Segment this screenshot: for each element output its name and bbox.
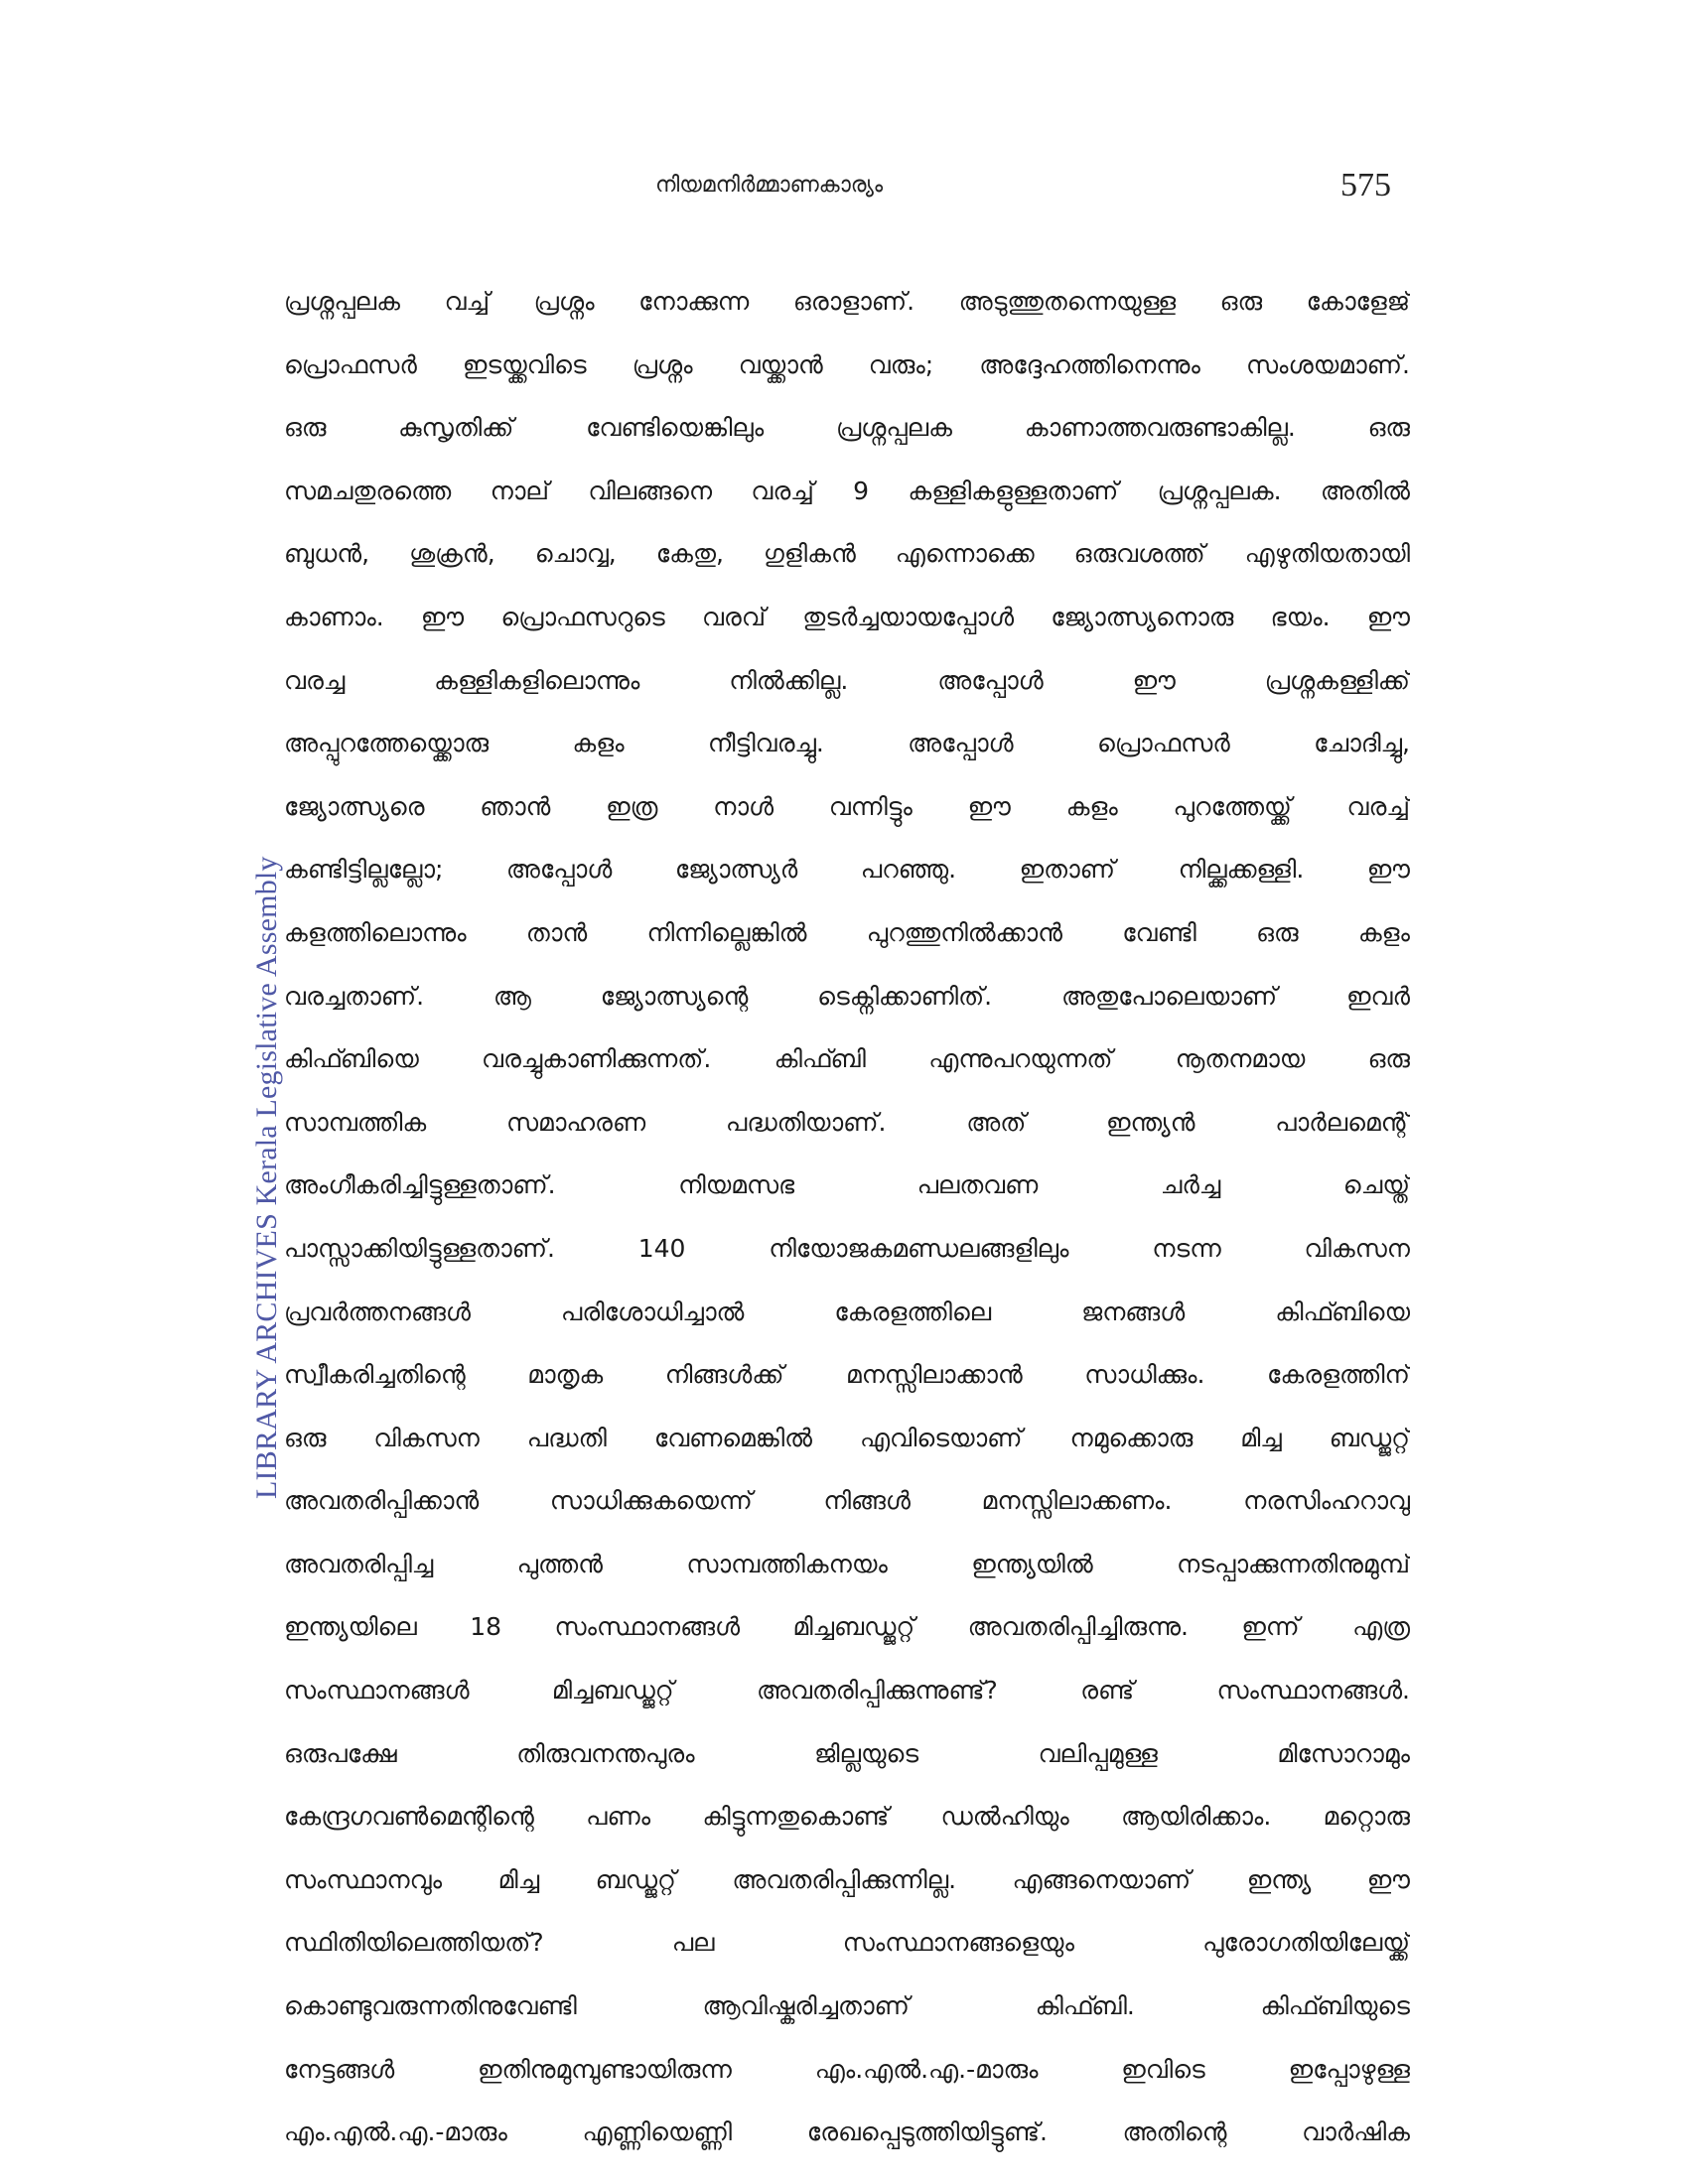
text-line: കിഫ്ബിയെ വരച്ചുകാണിക്കുന്നത്. കിഫ്ബി എന്നുപറയുന്നത് നൂതനമായ ഒരു — [284, 1044, 1410, 1074]
text-line: ബുധൻ, ശുക്രൻ, ചൊവ്വ, കേതു, ഗുളികൻ എന്നൊക്കെ ഒരുവശത്ത് എഴുതിയതായി — [284, 539, 1410, 569]
text-line: സമചതുരത്തെ നാല് വിലങ്ങനെ വരച്ച് 9 കള്ളികളുള്ളതാണ് പ്രശ്നപ്പലക. അതിൽ — [284, 476, 1410, 505]
text-line: അംഗീകരിച്ചിട്ടുള്ളതാണ്. നിയമസഭ പലതവണ ചർച്ച ചെയ്ത് — [284, 1170, 1410, 1200]
text-line: ഒരുപക്ഷേ തിരുവനന്തപുരം ജില്ലയുടെ വലിപ്പമുള്ള മിസോറാമും — [284, 1738, 1410, 1768]
text-line: കാണാം. ഈ പ്രൊഫസറുടെ വരവ് തുടർച്ചയായപ്പോൾ ജ്യോത്സ്യനൊരു ഭയം. ഈ — [284, 602, 1410, 631]
text-line: സംസ്ഥാനവും മിച്ച ബഡ്ജറ്റ് അവതരിപ്പിക്കുന്നില്ല. എങ്ങനെയാണ് ഇന്ത്യ ഈ — [284, 1864, 1410, 1894]
text-line: അവതരിപ്പിച്ച പുത്തൻ സാമ്പത്തികനയം ഇന്ത്യയിൽ നടപ്പാക്കുന്നതിനുമുമ്പ് — [284, 1549, 1410, 1578]
text-line: പ്രവർത്തനങ്ങൾ പരിശോധിച്ചാൽ കേരളത്തിലെ ജനങ്ങൾ കിഫ്ബിയെ — [284, 1297, 1410, 1326]
text-line: സംസ്ഥാനങ്ങൾ മിച്ചബഡ്ജറ്റ് അവതരിപ്പിക്കുന്നുണ്ട്? രണ്ട് സംസ്ഥാനങ്ങൾ. — [284, 1676, 1410, 1706]
text-line: ഒരു കുസൃതിക്ക് വേണ്ടിയെങ്കിലും പ്രശ്നപ്പലക കാണാത്തവരുണ്ടാകില്ല. ഒരു — [284, 413, 1410, 443]
text-line: വരച്ച കള്ളികളിലൊന്നും നിൽക്കില്ല. അപ്പോൾ ഈ പ്രശ്നകള്ളിക്ക് — [284, 665, 1410, 695]
body-paragraph — [284, 270, 1410, 2164]
text-line: സ്ഥിതിയിലെത്തിയത്? പല സംസ്ഥാനങ്ങളെയും പുരോഗതിയിലേയ്ക്ക് — [284, 1928, 1410, 1958]
text-line: പാസ്സാക്കിയിട്ടുള്ളതാണ്. 140 നിയോജകമണ്ഡലങ്ങളിലും നടന്ന വികസന — [284, 1233, 1410, 1263]
text-line: കൊണ്ടുവരുന്നതിനുവേണ്ടി ആവിഷ്കരിച്ചതാണ് കിഫ്ബി. കിഫ്ബിയുടെ — [284, 1991, 1410, 2021]
page-number: 575 — [1340, 167, 1391, 204]
text-line: കേന്ദ്രഗവൺമെന്റിന്റെ പണം കിട്ടുന്നതുകൊണ്ട് ഡൽഹിയും ആയിരിക്കാം. മറ്റൊരു — [284, 1802, 1410, 1832]
text-line: അപ്പുറത്തേയ്ക്കൊരു കളം നീട്ടിവരച്ചു. അപ്പോൾ പ്രൊഫസർ ചോദിച്ചു, — [284, 729, 1410, 758]
text-line: വരച്ചതാണ്. ആ ജ്യോത്സ്യന്റെ ടെക്നിക്കാണിത്. അതുപോലെയാണ് ഇവർ — [284, 981, 1410, 1011]
library-archives-watermark: LIBRARY ARCHIVES Kerala Legislative Assembly — [250, 856, 283, 1499]
text-line: പ്രൊഫസർ ഇടയ്ക്കവിടെ പ്രശ്നം വയ്ക്കാൻ വരും; അദ്ദേഹത്തിനെന്നും സംശയമാണ്. — [284, 349, 1410, 379]
text-line: ജ്യോത്സ്യരെ ഞാൻ ഇത്ര നാൾ വന്നിട്ടും ഈ കളം പുറത്തേയ്ക്ക് വരച്ച് — [284, 791, 1410, 821]
text-line: അവതരിപ്പിക്കാൻ സാധിക്കുകയെന്ന് നിങ്ങൾ മനസ്സിലാക്കണം. നരസിംഹറാവു — [284, 1486, 1410, 1516]
text-line: പ്രശ്നപ്പലക വച്ച് പ്രശ്നം നോക്കുന്ന ഒരാളാണ്. അടുത്തുതന്നെയുള്ള ഒരു കോളേജ് — [284, 287, 1410, 316]
text-line: സ്വീകരിച്ചതിന്റെ മാതൃക നിങ്ങൾക്ക് മനസ്സിലാക്കാൻ സാധിക്കും. കേരളത്തിന് — [284, 1360, 1410, 1390]
text-line: ഇന്ത്യയിലെ 18 സംസ്ഥാനങ്ങൾ മിച്ചബഡ്ജറ്റ് അവതരിപ്പിച്ചിരുന്നു. ഇന്ന് എത്ര — [284, 1612, 1410, 1642]
text-line: നേട്ടങ്ങൾ ഇതിനുമുമ്പുണ്ടായിരുന്ന എം.എൽ.എ.-മാരും ഇവിടെ ഇപ്പോഴുള്ള — [284, 2054, 1410, 2084]
running-header-title: നിയമനിർമ്മാണകാര്യം — [655, 173, 884, 198]
text-line: സാമ്പത്തിക സമാഹരണ പദ്ധതിയാണ്. അത് ഇന്ത്യൻ പാർലമെന്റ് — [284, 1107, 1410, 1137]
text-line: എം.എൽ.എ.-മാരും എണ്ണിയെണ്ണി രേഖപ്പെടുത്തിയിട്ടുണ്ട്. അതിന്റെ വാർഷിക — [284, 2117, 1410, 2147]
text-line: ഒരു വികസന പദ്ധതി വേണമെങ്കിൽ എവിടെയാണ് നമുക്കൊരു മിച്ച ബഡ്ജറ്റ് — [284, 1423, 1410, 1452]
text-line: കണ്ടിട്ടില്ലല്ലോ; അപ്പോൾ ജ്യോത്സ്യർ പറഞ്ഞു. ഇതാണ് നില്ക്കക്കള്ളി. ഈ — [284, 855, 1410, 885]
running-header — [0, 167, 1688, 206]
text-line: കളത്തിലൊന്നും താൻ നിന്നില്ലെങ്കിൽ പുറത്തുനിൽക്കാൻ വേണ്ടി ഒരു കളം — [284, 917, 1410, 947]
